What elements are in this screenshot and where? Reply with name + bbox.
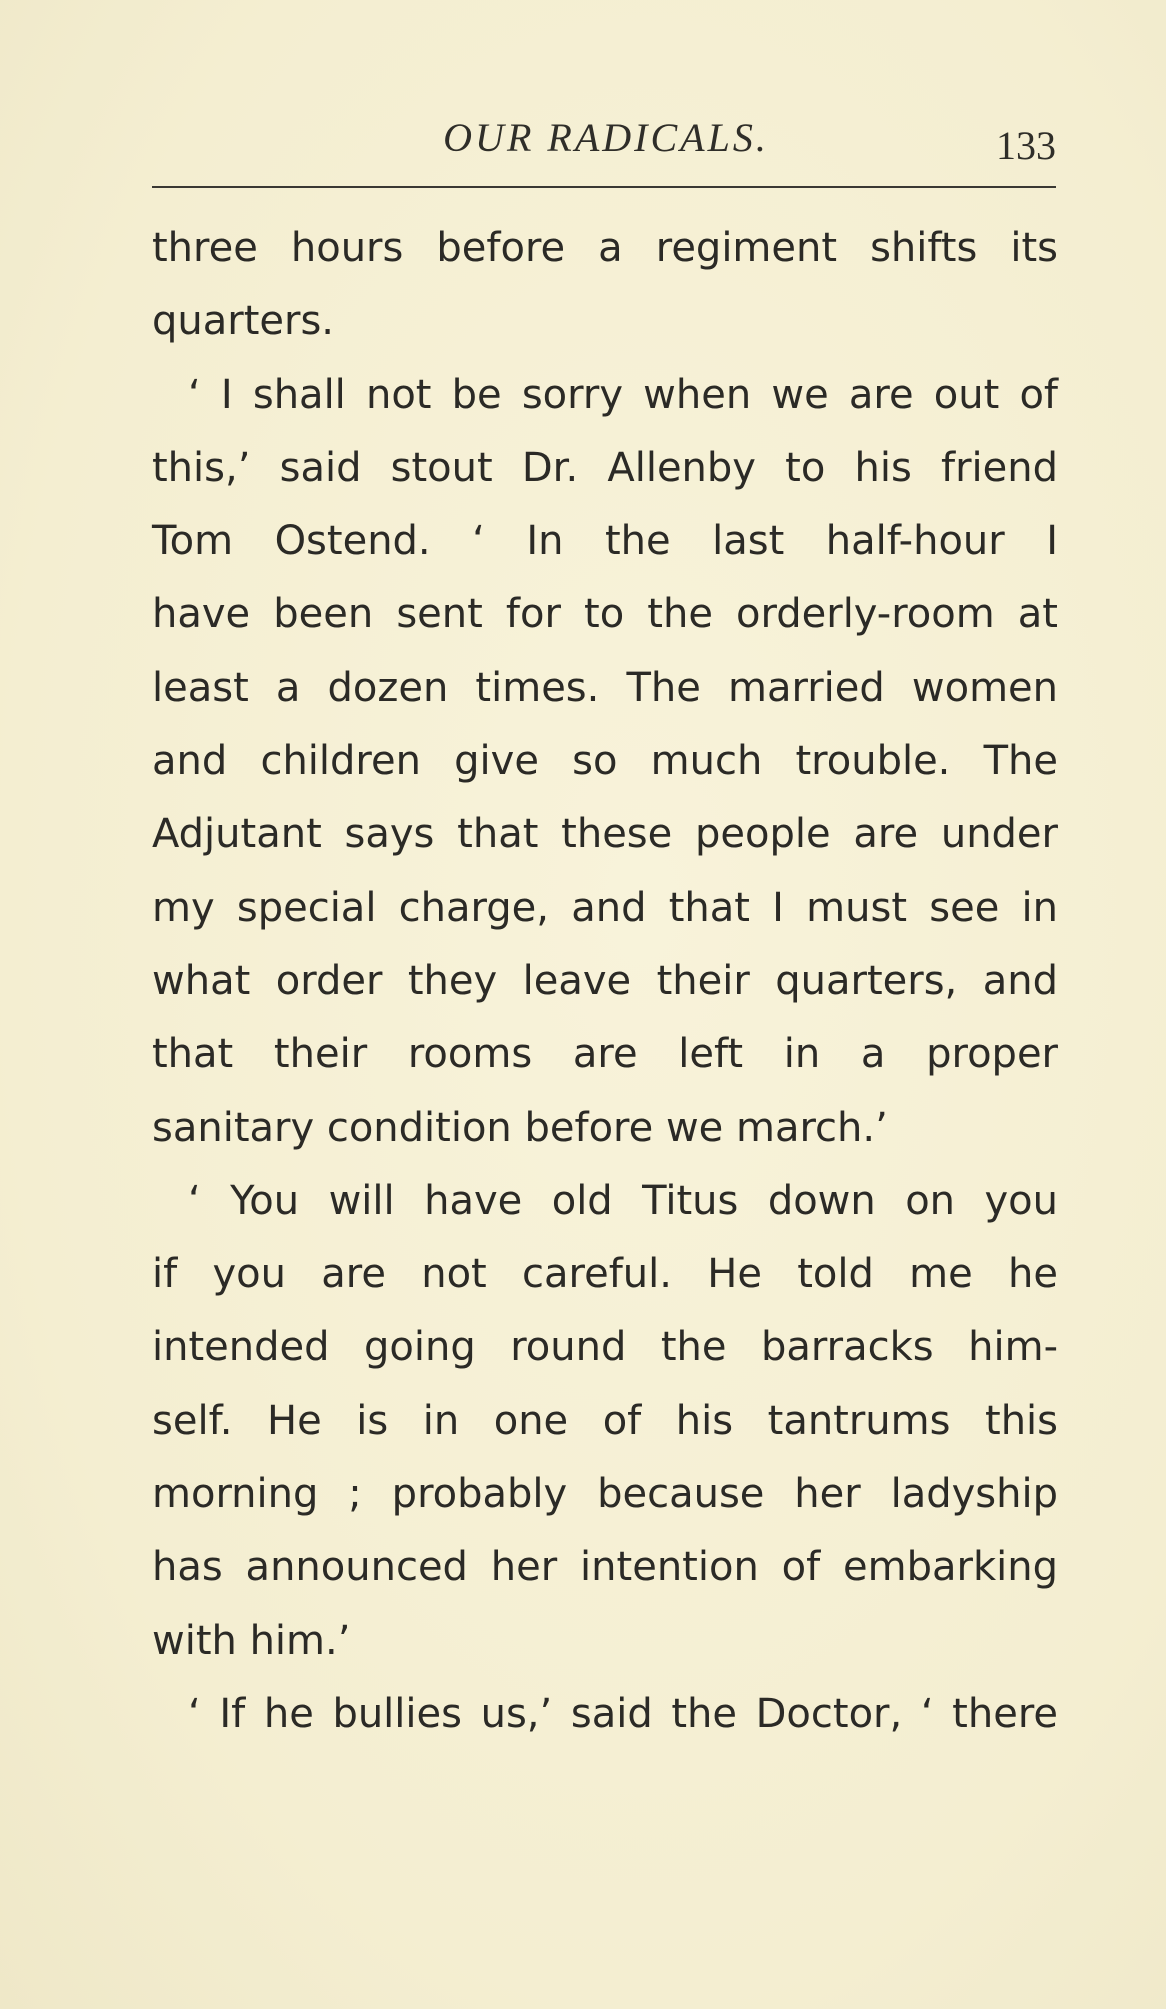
text-line: Adjutant says that these people are under xyxy=(152,811,1058,858)
text-line: Tom Ostend. ‘ In the last half-hour I xyxy=(152,518,1058,565)
text-line: ‘ I shall not be sorry when we are out of xyxy=(188,371,1058,418)
running-title: OUR RADICALS. xyxy=(443,115,769,160)
running-head xyxy=(152,108,1060,168)
text-line: quarters. xyxy=(152,298,334,345)
body-text xyxy=(152,212,1058,1751)
text-line: that their rooms are left in a proper xyxy=(152,1031,1058,1078)
text-line: this,’ said stout Dr. Allenby to his friend xyxy=(152,444,1058,491)
text-line: what order they leave their quarters, and xyxy=(152,957,1058,1004)
text-line: with him.’ xyxy=(152,1617,351,1664)
text-line: my special charge, and that I must see in xyxy=(152,884,1058,931)
text-line: sanitary condition before we march.’ xyxy=(152,1104,888,1151)
text-line: if you are not careful. He told me he xyxy=(152,1251,1058,1298)
text-line: intended going round the barracks him- xyxy=(152,1324,1058,1371)
text-line: self. He is in one of his tantrums this xyxy=(152,1397,1058,1444)
text-line: least a dozen times. The married women xyxy=(152,664,1058,711)
page-number: 133 xyxy=(996,123,1056,168)
text-line: have been sent for to the orderly-room at xyxy=(152,591,1058,638)
text-line: ‘ If he bullies us,’ said the Doctor, ‘ there xyxy=(188,1690,1058,1737)
text-line: and children give so much trouble. The xyxy=(152,738,1058,785)
header-rule xyxy=(152,186,1056,188)
text-line: has announced her intention of embarking xyxy=(152,1544,1058,1591)
text-line: morning ; probably because her ladyship xyxy=(152,1471,1058,1518)
text-line: three hours before a regiment shifts its xyxy=(152,225,1058,271)
text-line: ‘ You will have old Titus down on you xyxy=(188,1177,1058,1224)
